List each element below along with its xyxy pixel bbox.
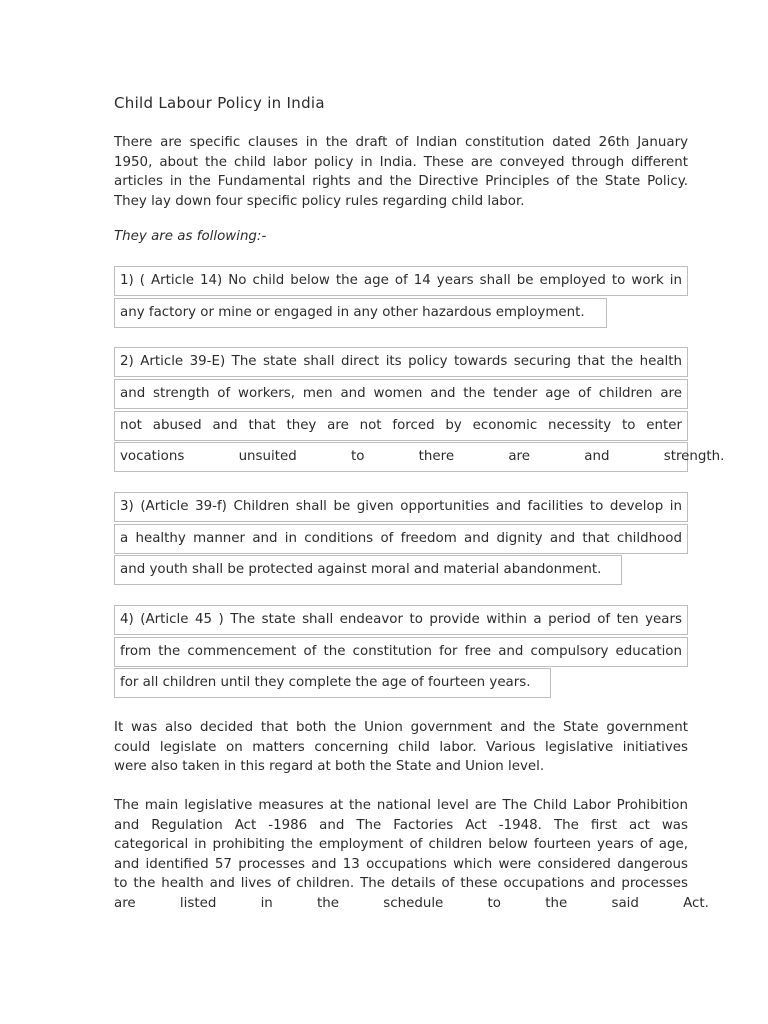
article-1-line: 1) ( Article 14) No child below the age of 14 years shall be employed to work in <box>114 266 688 296</box>
union-paragraph <box>114 718 688 777</box>
measures-line: to the health and lives of children. The details of these occupations and processes <box>114 876 688 891</box>
article-3-line: and youth shall be protected against moral and material abandonment. <box>114 555 622 585</box>
intro-line: They lay down four specific policy rules regarding child labor. <box>114 193 525 209</box>
article-2-line: and strength of workers, men and women and the tender age of children are <box>114 379 688 409</box>
intro-line: articles in the Fundamental rights and the Directive Principles of the State Policy. <box>114 174 688 189</box>
article-2-line: 2) Article 39-E) The state shall direct its policy towards securing that the health <box>114 347 688 377</box>
measures-paragraph <box>114 796 709 913</box>
measures-line: and identified 57 processes and 13 occupations which were considered dangerous <box>114 856 688 872</box>
article-2-line: vocations unsuited to there are and strength. <box>114 442 688 472</box>
intro-line: There are specific clauses in the draft of Indian constitution dated 26th January <box>114 135 688 150</box>
union-line: It was also decided that both the Union government and the State government <box>114 720 688 735</box>
article-4-line: 4) (Article 45 ) The state shall endeavor to provide within a period of ten years <box>114 605 688 635</box>
union-line: could legislate on matters concerning child labor. Various legislative initiatives <box>114 739 688 755</box>
article-3-line: a healthy manner and in conditions of freedom and dignity and that childhood <box>114 524 688 554</box>
page-title: Child Labour Policy in India <box>114 94 325 112</box>
article-4-line: for all children until they complete the age of fourteen years. <box>114 668 551 698</box>
intro-line: 1950, about the child labor policy in India. These are conveyed through different <box>114 154 688 170</box>
measures-line: The main legislative measures at the national level are The Child Labor Prohibition <box>114 798 688 813</box>
measures-line: are listed in the schedule to the said Act. <box>114 895 709 911</box>
article-3-line: 3) (Article 39-f) Children shall be given opportunities and facilities to develop in <box>114 492 688 522</box>
article-4-line: from the commencement of the constitution for free and compulsory education <box>114 637 688 667</box>
intro-paragraph <box>114 133 688 211</box>
measures-line: categorical in prohibiting the employment of children below fourteen years of age, <box>114 837 688 852</box>
following-label: They are as following:- <box>114 229 267 244</box>
article-1-line: any factory or mine or engaged in any other hazardous employment. <box>114 298 607 328</box>
measures-line: and Regulation Act -1986 and The Factories Act -1948. The first act was <box>114 817 688 833</box>
union-line: were also taken in this regard at both the State and Union level. <box>114 759 545 774</box>
article-2-line: not abused and that they are not forced by economic necessity to enter <box>114 411 688 441</box>
